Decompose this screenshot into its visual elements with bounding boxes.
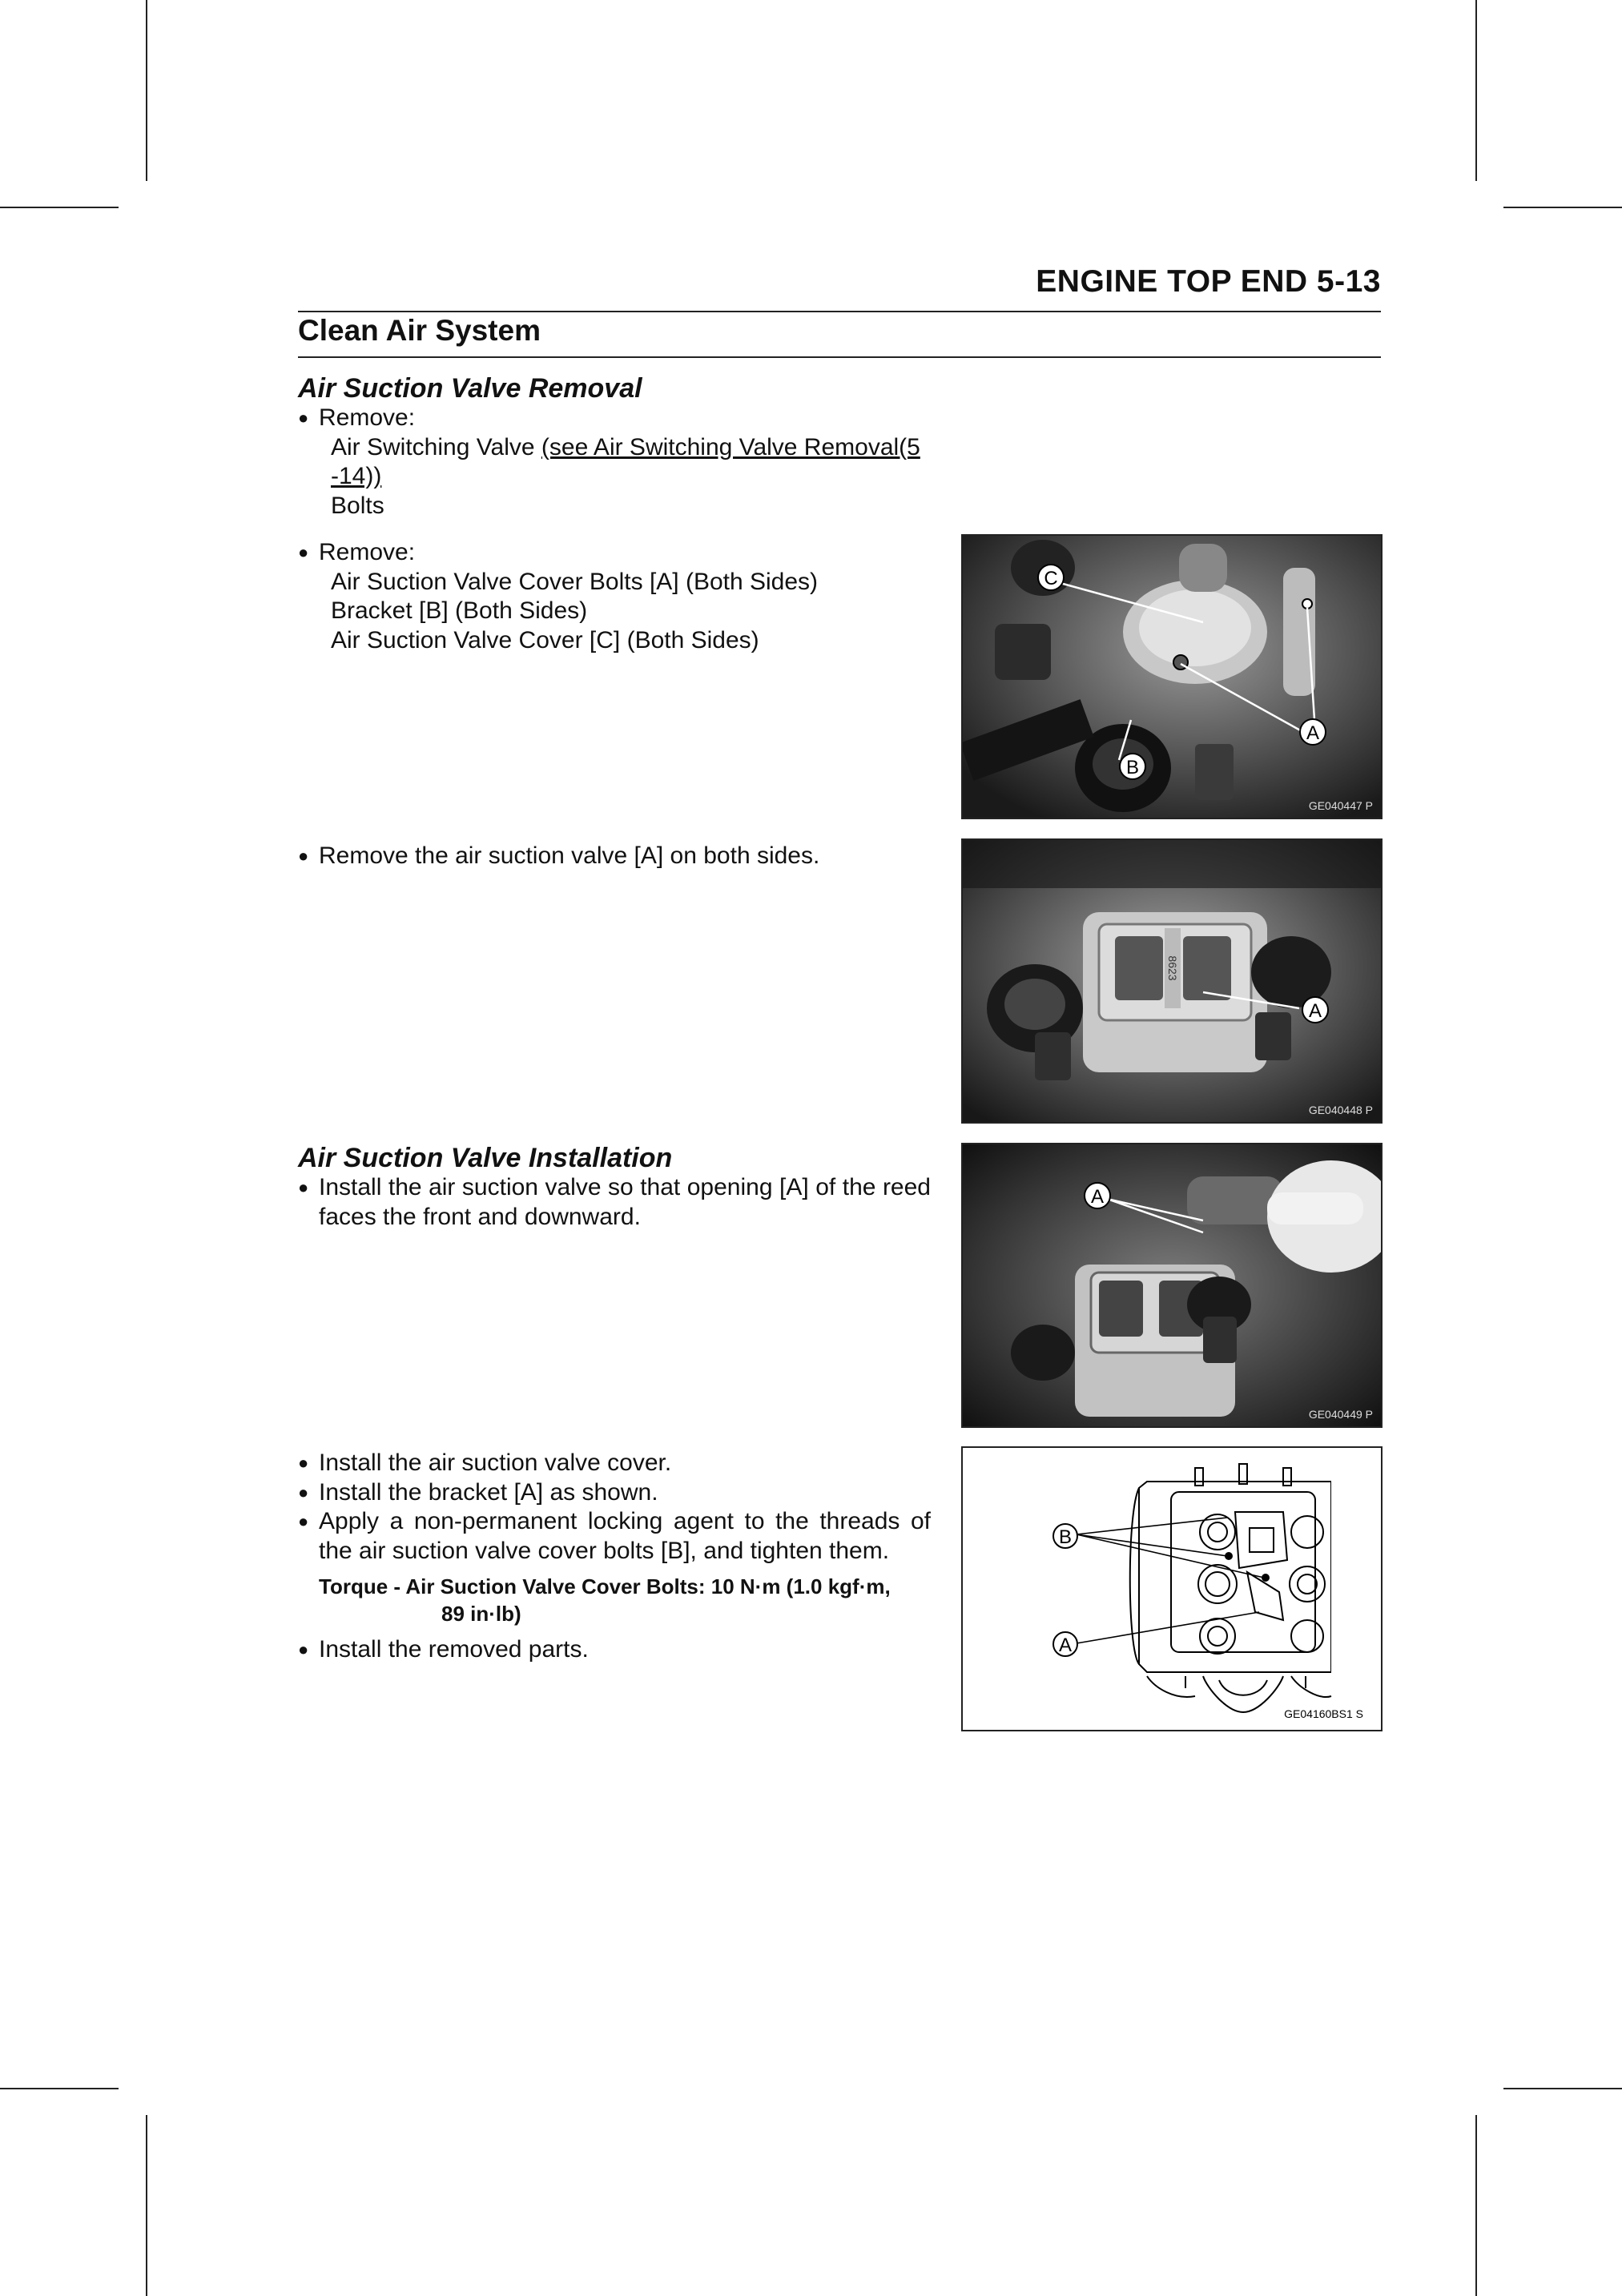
- removal-heading: Air Suction Valve Removal: [298, 373, 642, 404]
- figure-suction-valve-photo: [961, 838, 1383, 1124]
- removal-step-2: ● Remove: Air Suction Valve Cover Bolts [A] (Both Sides) Bracket [B] (Both Sides) Air Suction Valve Cover [C] (Both Sides): [298, 538, 931, 655]
- svg-text:A: A: [1058, 1635, 1073, 1656]
- torque-spec: Torque - Air Suction Valve Cover Bolts: 10 N·m (1.0 kgf·m, 89 in·lb): [319, 1574, 891, 1626]
- installation-steps: ● Install the air suction valve cover. ● Install the bracket [A] as shown. ● Apply a non-permanent locking agent to the threads of the air suction valve cover bolts [B], and tighten them.: [298, 1449, 931, 1566]
- crop-mark: [1475, 2115, 1477, 2296]
- bullet-icon: ●: [298, 408, 309, 428]
- svg-text:C: C: [1044, 568, 1058, 589]
- bullet-icon: ●: [298, 1453, 309, 1473]
- crop-mark: [146, 2115, 147, 2296]
- list-item: Air Switching Valve: [331, 433, 541, 460]
- figure-code: GE040448 P: [1308, 1104, 1373, 1116]
- section-rule: [298, 356, 1381, 358]
- figure-code: GE040447 P: [1308, 799, 1373, 812]
- cross-reference-link[interactable]: (see Air Switching Valve Removal(5: [541, 433, 920, 460]
- page-header: ENGINE TOP END 5-13: [1036, 264, 1381, 299]
- installation-heading: Air Suction Valve Installation: [298, 1143, 673, 1173]
- header-rule: [298, 311, 1381, 312]
- cross-reference-link-cont[interactable]: -14)): [331, 463, 382, 489]
- bullet-icon: ●: [298, 1177, 309, 1197]
- crop-mark: [1503, 2088, 1622, 2089]
- svg-text:B: B: [1058, 1526, 1073, 1548]
- callout-b-icon: [1120, 754, 1145, 779]
- crop-mark: [1475, 0, 1477, 181]
- figure-valve-cover-photo: [961, 534, 1383, 819]
- bullet-icon: ●: [298, 542, 309, 562]
- installation-step-1: ● Install the air suction valve so that opening [A] of the reed faces the front and downward.: [298, 1173, 931, 1232]
- callout-a-icon: [1053, 1632, 1077, 1656]
- part-stamp: 8623: [1166, 955, 1179, 981]
- removal-step-3: ● Remove the air suction valve [A] on both sides.: [298, 842, 931, 871]
- callout-a-icon: [1302, 997, 1328, 1023]
- figure-code: GE04160BS1 S: [1284, 1707, 1363, 1720]
- bullet-icon: ●: [298, 846, 309, 866]
- figure-bracket-diagram: [961, 1446, 1383, 1731]
- list-item: Bolts: [331, 492, 384, 519]
- callout-c-icon: [1038, 565, 1064, 590]
- figure-reed-opening-photo: [961, 1143, 1383, 1428]
- crop-mark: [0, 207, 119, 208]
- section-title: Clean Air System: [298, 314, 541, 347]
- svg-text:B: B: [1125, 757, 1140, 778]
- list-item: Air Suction Valve Cover [C] (Both Sides): [331, 626, 759, 653]
- svg-text:A: A: [1090, 1186, 1105, 1208]
- list-item: Air Suction Valve Cover Bolts [A] (Both Sides): [331, 568, 819, 595]
- crop-mark: [1503, 207, 1622, 208]
- svg-text:A: A: [1306, 722, 1320, 744]
- crop-mark: [146, 0, 147, 181]
- removal-step-1: ● Remove: Air Switching Valve (see Air Switching Valve Removal(5 -14)) Bolts: [298, 404, 931, 521]
- installation-step-5: ● Install the removed parts.: [298, 1635, 931, 1665]
- bullet-icon: ●: [298, 1511, 309, 1531]
- bullet-icon: ●: [298, 1639, 309, 1659]
- list-item: Bracket [B] (Both Sides): [331, 597, 588, 624]
- figure-code: GE040449 P: [1308, 1408, 1373, 1421]
- callout-a-icon: [1085, 1183, 1110, 1208]
- callout-b-icon: [1053, 1524, 1077, 1548]
- bullet-icon: ●: [298, 1482, 309, 1502]
- svg-text:A: A: [1308, 1000, 1322, 1022]
- callout-a-icon: [1300, 719, 1326, 745]
- crop-mark: [0, 2088, 119, 2089]
